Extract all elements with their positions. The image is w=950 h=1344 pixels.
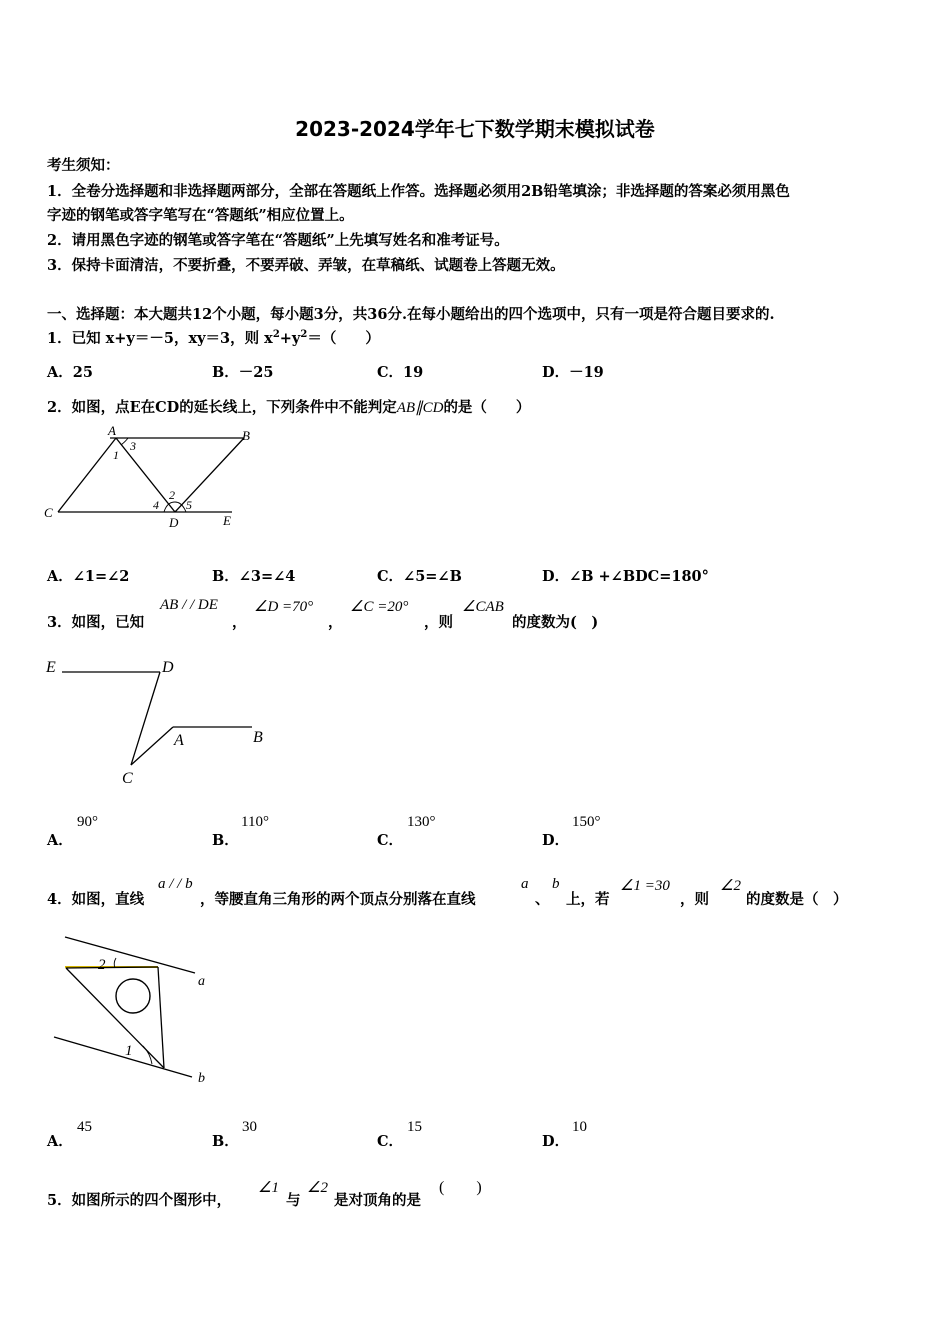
q4-option-b-label: B． [212, 1133, 239, 1150]
q2-label-1: 1 [113, 448, 119, 462]
q4-math-5: ∠2 [720, 878, 741, 894]
q3-option-b-value: 110° [241, 814, 269, 830]
q3-label-C: C [122, 770, 133, 787]
q3-option-c-label: C． [377, 832, 404, 849]
q4-math-3: b [552, 876, 560, 892]
q4-label-2: 2 [98, 957, 106, 973]
notice-item-1-cont: 字迹的钢笔或答字笔写在“答题纸”相应位置上。 [47, 207, 354, 224]
q3-label-E: E [46, 659, 56, 676]
q4-label-a: a [198, 974, 205, 989]
q2-label-C: C [44, 505, 53, 520]
q2-figure [40, 420, 260, 535]
q5-math-2: ∠2 [307, 1180, 328, 1196]
q2-label-2: 2 [169, 488, 175, 502]
q3-math-2: ∠D =70° [254, 599, 314, 615]
question-5-stem: 5．如图所示的四个图形中， [47, 1192, 232, 1209]
q2-option-a: A．∠1=∠2 [47, 568, 130, 585]
q1-sup-1: 2 [272, 329, 280, 341]
q3-math-4: ∠CAB [462, 599, 504, 615]
q4-figure [40, 925, 230, 1090]
q3-figure [40, 650, 280, 790]
q1-stem-c: ＝（ ） [307, 330, 380, 347]
q1-sup-2: 2 [300, 329, 308, 341]
q1-option-d: D．－19 [542, 364, 604, 381]
q3-label-A: A [174, 732, 184, 749]
q3-option-d-value: 150° [572, 814, 601, 830]
q4-math-1: a / / b [158, 876, 193, 892]
q4-option-c-label: C． [377, 1133, 404, 1150]
q3-label-D: D [162, 659, 174, 676]
q3-label-B: B [253, 729, 263, 746]
q4-option-a-value: 45 [77, 1119, 92, 1135]
q5-math-1: ∠1 [258, 1180, 279, 1196]
q4-math-4: ∠1 =30 [620, 878, 670, 894]
q4-option-c-value: 15 [407, 1119, 422, 1135]
question-3-stem: 3．如图，已知 [47, 614, 145, 631]
q3-option-c-value: 130° [407, 814, 436, 830]
q1-option-b: B．－25 [212, 364, 274, 381]
q2-option-b: B．∠3=∠4 [212, 568, 296, 585]
q3-option-a-value: 90° [77, 814, 98, 830]
notice-header: 考生须知： [47, 157, 120, 174]
q2-label-5: 5 [186, 498, 192, 512]
section-heading: 一、选择题：本大题共12个小题，每小题3分，共36分.在每小题给出的四个选项中，只有一项是符合题目要求的. [47, 306, 775, 323]
q1-stem-a: 1．已知 x+y＝－5，xy＝3，则 x [47, 330, 273, 347]
q3-math-3: ∠C =20° [350, 599, 409, 615]
q2-label-B: B [242, 428, 250, 443]
q1-option-c: C．19 [377, 364, 424, 381]
question-1-stem [47, 327, 380, 348]
notice-item-1: 1．全卷分选择题和非选择题两部分，全部在答题纸上作答。选择题必须用2B铅笔填涂；非选择题的答案必须用黑色 [47, 183, 790, 200]
q4-option-d-value: 10 [572, 1119, 587, 1135]
q3-option-d-label: D． [542, 832, 570, 849]
q2-label-3: 3 [130, 439, 136, 453]
notice-item-3: 3．保持卡面清洁，不要折叠，不要弄破、弄皱，在草稿纸、试题卷上答题无效。 [47, 257, 565, 274]
q2-math: AB∥CD [396, 400, 444, 416]
q5-math-3: ( ) [439, 1179, 482, 1196]
q4-label-b: b [198, 1071, 205, 1086]
q3-math-1: AB / / DE [160, 597, 218, 613]
q2-label-D: D [169, 515, 179, 530]
q4-label-1: 1 [125, 1043, 133, 1059]
q2-label-A: A [108, 423, 116, 438]
notice-item-2: 2．请用黑色字迹的钢笔或答字笔在“答题纸”上先填写姓名和准考证号。 [47, 232, 509, 249]
page-title: 2023-2024学年七下数学期末模拟试卷 [295, 117, 655, 141]
q4-math-2: a [521, 876, 529, 892]
q4-option-a-label: A． [47, 1133, 73, 1150]
q4-option-b-value: 30 [242, 1119, 257, 1135]
q2-option-d: D．∠B +∠BDC=180° [542, 568, 709, 585]
q3-option-a-label: A． [47, 832, 73, 849]
q3-option-b-label: B． [212, 832, 239, 849]
q2-label-4: 4 [153, 498, 159, 512]
q1-option-a: A．25 [47, 364, 93, 381]
question-4-stem: 4．如图，直线 [47, 891, 145, 908]
q1-stem-b: +y [279, 330, 301, 347]
q2-label-E: E [223, 513, 231, 528]
q2-option-c: C．∠5=∠B [377, 568, 462, 585]
question-2-stem: 2．如图，点E在CD的延长线上，下列条件中不能判定AB∥CD的是（ ） [47, 399, 531, 416]
q4-option-d-label: D． [542, 1133, 570, 1150]
